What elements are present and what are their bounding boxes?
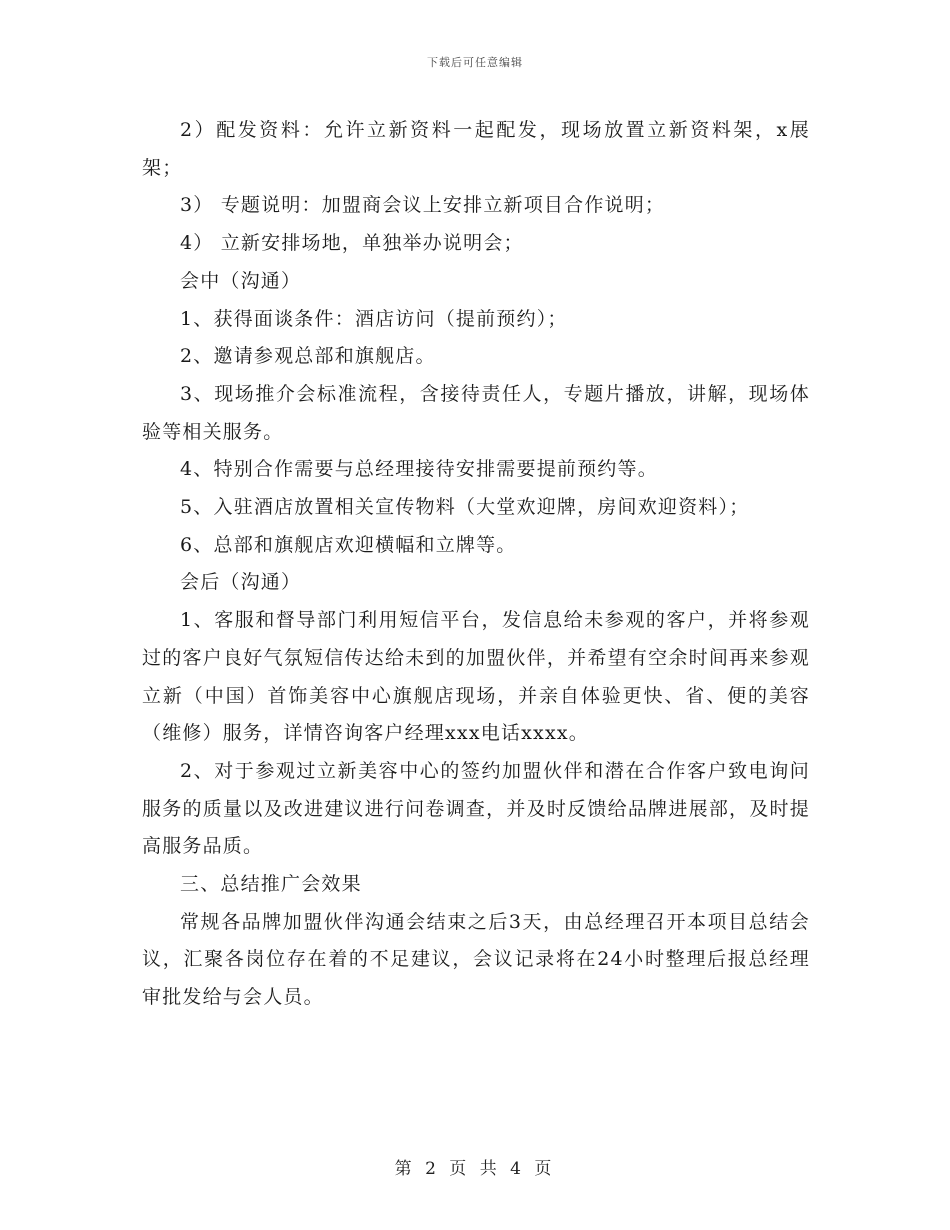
page-number: 第 2 页 共 4 页 [394,1159,556,1179]
paragraph: 2）配发资料：允许立新资料一起配发，现场放置立新资料架，x展架； [142,119,810,179]
page-header: 下载后可任意编辑 [427,56,523,69]
document-body [142,112,810,1017]
paragraph: 3、现场推介会标准流程，含接待责任人，专题片播放，讲解，现场体验等相关服务。 [142,382,810,443]
paragraph: 1、客服和督导部门利用短信平台，发信息给未参观的客户，并将参观过的客户良好气氛短信传达给未到的加盟伙伴，并希望有空余时间再来参观立新（中国）首饰美容中心旗舰店现场，并亲自体验更快、省、便的美容（维修）服务，详情咨询客户经理xxx电话xxxx。 [142,609,810,745]
section-heading: 会后（沟通） [180,571,302,594]
section-heading: 三、总结推广会效果 [180,873,362,896]
paragraph: 1、获得面谈条件：酒店访问（提前预约）； [180,307,568,330]
paragraph: 4） 立新安排场地，单独举办说明会； [180,232,524,255]
paragraph: 3） 专题说明：加盟商会议上安排立新项目合作说明； [180,194,666,217]
section-heading: 会中（沟通） [180,269,302,292]
paragraph: 2、对于参观过立新美容中心的签约加盟伙伴和潜在合作客户致电询问服务的质量以及改进建议进行问卷调查，并及时反馈给品牌进展部，及时提高服务品质。 [142,759,810,858]
paragraph: 6、总部和旗舰店欢迎横幅和立牌等。 [180,533,517,556]
paragraph: 4、特别合作需要与总经理接待安排需要提前预约等。 [180,458,658,481]
paragraph: 5、入驻酒店放置相关宣传物料（大堂欢迎牌，房间欢迎资料）； [180,496,750,519]
paragraph: 2、邀请参观总部和旗舰店。 [180,345,436,368]
paragraph: 常规各品牌加盟伙伴沟通会结束之后3天，由总经理召开本项目总结会议，汇聚各岗位存在着的不足建议，会议记录将在24小时整理后报总经理审批发给与会人员。 [142,910,810,1009]
